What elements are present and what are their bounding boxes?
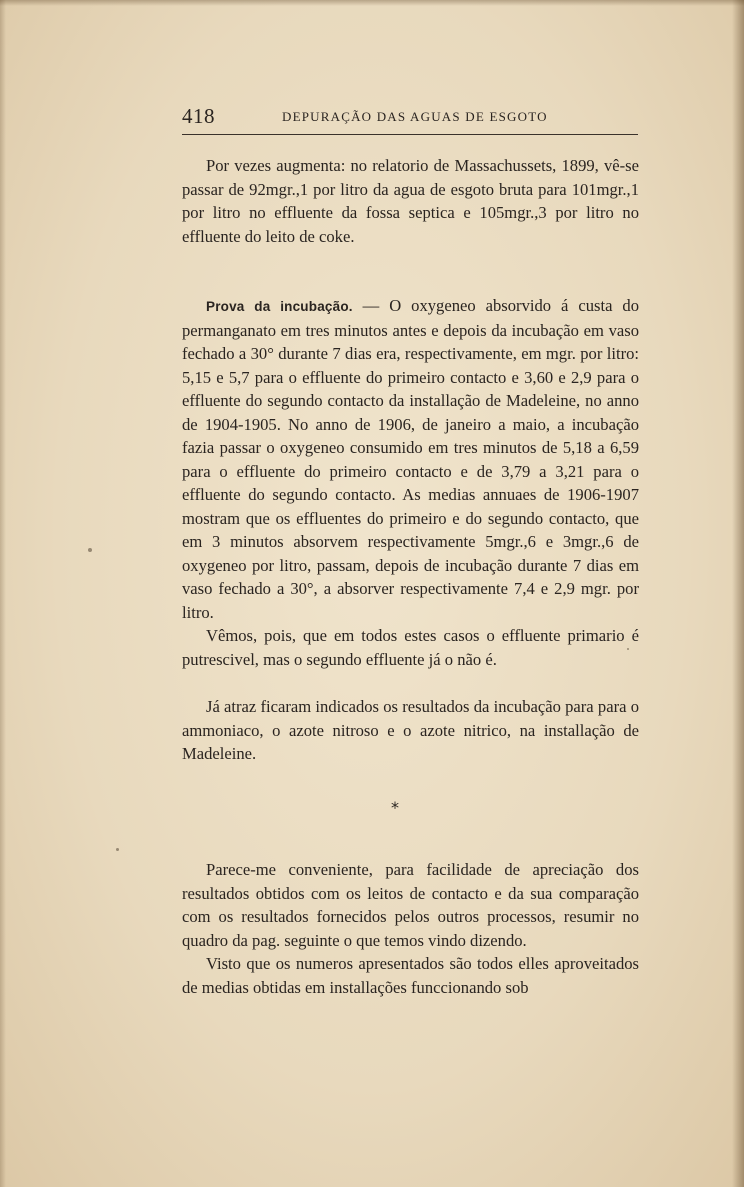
paper-foxing-spot — [116, 848, 119, 851]
section-summary — [182, 858, 639, 999]
running-head: DEPURAÇÃO DAS AGUAS DE ESGOTO — [282, 109, 548, 124]
paragraph-text: Visto que os numeros apresentados são todos elles aproveitados de medias obtidas em installações funccionando sob — [182, 954, 639, 997]
paper-foxing-spot — [627, 648, 629, 650]
section-prova-incubacao — [182, 294, 639, 671]
section-separator-asterisk: * — [391, 798, 399, 817]
header-rule — [182, 134, 638, 135]
paragraph-conclusion: Vêmos, pois, que em todos estes casos o effluente primario é putrescivel, mas o segundo effluente já o não é. — [182, 626, 639, 669]
page-header — [182, 104, 638, 134]
paragraph-text: Por vezes augmenta: no relatorio de Massachussets, 1899, vê-se passar de 92mgr.,1 por litro da agua de esgoto bruta para 101mgr.,1 por litro no effluente da fossa septica e 105mgr.,3 por litro no effluente do leito de coke. — [182, 156, 639, 246]
paragraph-madeleine — [182, 695, 639, 766]
page-edge-shadow-right — [732, 0, 744, 1187]
paragraph-text: Parece-me conveniente, para facilidade de apreciação dos resultados obtidos com os leitos de contacto e da sua comparação com os resultados fornecidos pelos outros processos, resumir no quadro da pag. seguinte o que temos vindo dizendo. — [182, 860, 639, 950]
paragraph-massachussets — [182, 154, 639, 248]
paragraph-text: Já atraz ficaram indicados os resultados da incubação para para o ammoniaco, o azote nitroso e o azote nitrico, na installação de Madeleine. — [182, 697, 639, 763]
page-edge-shadow-top — [0, 0, 744, 6]
section-run-in-heading: Prova da incubação. — [206, 299, 353, 314]
page-number: 418 — [182, 104, 215, 128]
page-edge-shadow-left — [0, 0, 6, 1187]
paragraph-text: — O oxygeneo absorvido á custa do permanganato em tres minutos antes e depois da incubação em vaso fechado a 30° durante 7 dias era, respectivamente, em mgr. por litro: 5,15 e 5,7 para o effluente do primeiro contacto e 3,60 e 2,9 para o effluente do segundo contacto da installação de Madeleine, no anno de 1904-1905. No anno de 1906, de janeiro a maio, a incubação fazia passar o oxygeneo consumido em tres minutos de 5,18 a 6,59 para o effluente do primeiro contacto e de 3,79 a 3,21 para o effluente do segundo contacto. As medias annuaes de 1906-1907 mostram que os effluentes do primeiro e do segundo contacto, que em 3 minutos absorvem respectivamente 5mgr.,6 e 3mgr.,6 de oxygeneo por litro, passam, depois de incubação durante 7 dias em vaso fechado a 30°, a absorver respectivamente 7,4 e 2,9 mgr. por litro. — [182, 296, 639, 622]
paper-foxing-spot — [88, 548, 92, 552]
paragraph-incubacao — [182, 294, 639, 624]
